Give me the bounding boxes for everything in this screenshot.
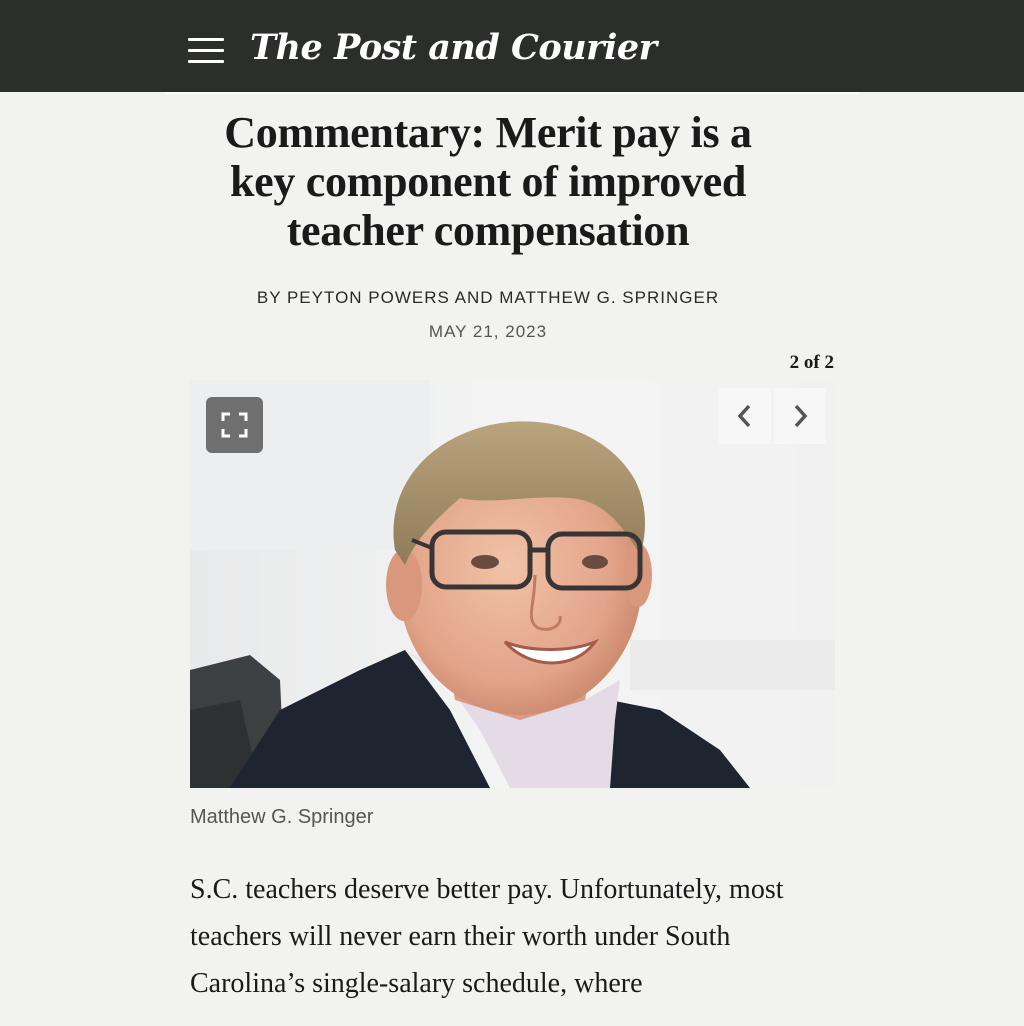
photo-gallery — [190, 380, 835, 788]
chevron-right-icon — [774, 388, 826, 444]
chevron-left-icon — [719, 388, 771, 444]
article-date: MAY 21, 2023 — [428, 322, 548, 341]
article-headline: Commentary: Merit pay is a key component of improved teacher compensation — [224, 108, 752, 255]
gallery-counter: 2 of 2 — [789, 352, 834, 373]
next-photo-button[interactable] — [774, 388, 826, 444]
photo-caption: Matthew G. Springer — [190, 806, 374, 828]
previous-photo-button[interactable] — [719, 388, 771, 444]
fullscreen-icon — [206, 397, 263, 453]
top-navigation-bar — [0, 0, 1024, 92]
article-byline: BY PEYTON POWERS AND MATTHEW G. SPRINGER — [256, 288, 720, 307]
hamburger-menu-icon[interactable] — [188, 38, 226, 66]
article-paragraph: S.C. teachers deserve better pay. Unfortunately, most teachers will never earn their worth under South Carolina’s single-salary schedule, where — [190, 874, 784, 999]
site-logo[interactable]: The Post and Courier — [250, 27, 657, 68]
fullscreen-button[interactable] — [206, 397, 263, 453]
